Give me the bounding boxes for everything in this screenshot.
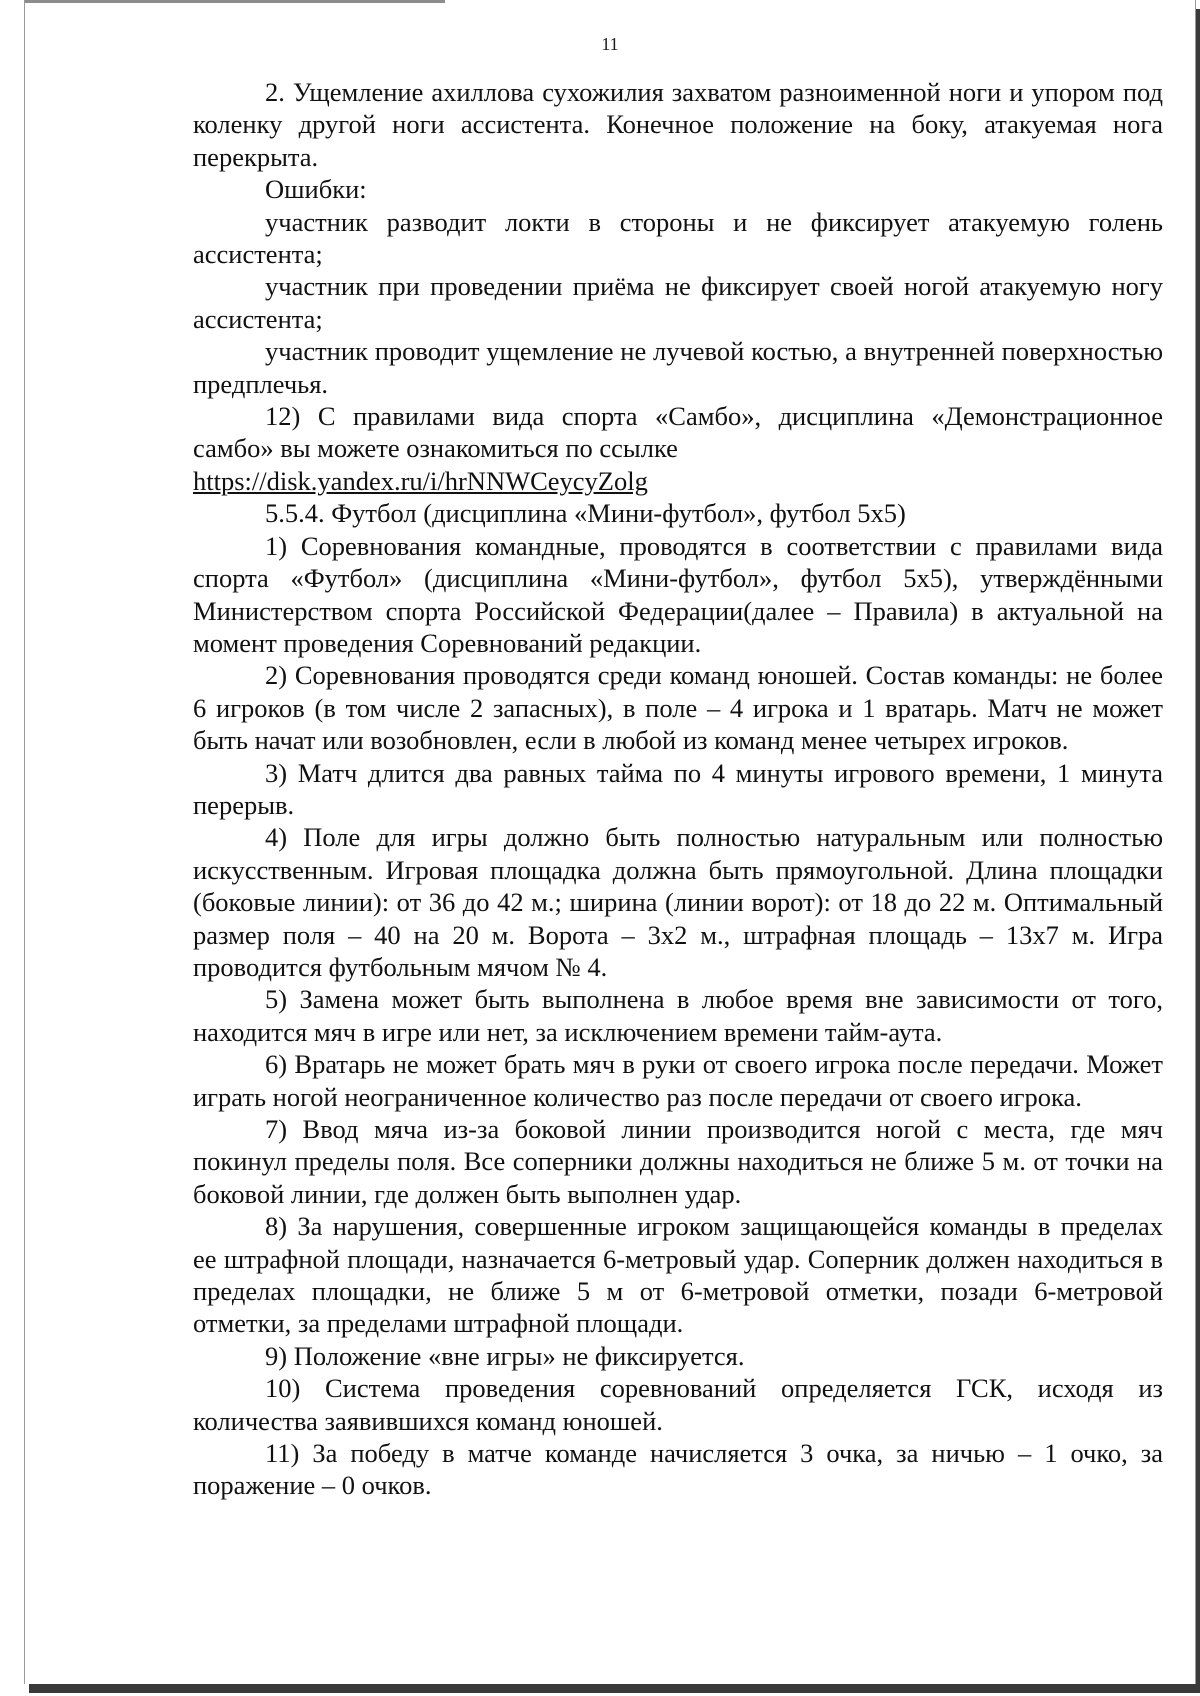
link-line (193, 465, 1163, 497)
page-top-edge (25, 0, 445, 3)
paragraph: 5) Замена может быть выполнена в любое время вне зависимости от того, находится мяч в игре или нет, за исключением времени тайм-аута. (193, 984, 1163, 1047)
paragraph: 7) Ввод мяча из-за боковой линии производится ногой с места, где мяч покинул пределы поля. Все соперники должны находиться не ближе 5 м. от точки на боковой линии, где должен быть выполнен удар. (193, 1114, 1163, 1209)
page-number: 11 (601, 34, 619, 54)
paragraph: Ошибки: (265, 174, 367, 205)
paragraph: 6) Вратарь не может брать мяч в руки от своего игрока после передачи. Может играть ногой неограниченное количество раз после передачи от своего игрока. (193, 1049, 1163, 1112)
section-heading: 5.5.4. Футбол (дисциплина «Мини-футбол», футбол 5х5) (265, 498, 906, 529)
document-page (24, 0, 1196, 1684)
paragraph: участник при проведении приёма не фиксирует своей ногой атакуемую ногу ассистента; (193, 271, 1163, 334)
paragraph: 9) Положение «вне игры» не фиксируется. (265, 1340, 745, 1371)
paragraph: участник проводит ущемление не лучевой костью, а внутренней поверхностью предплечья. (193, 336, 1163, 399)
paragraph: 1) Соревнования командные, проводятся в соответствии с правилами вида спорта «Футбол» (дисциплина «Мини-футбол», футбол 5х5), утверждёнными Министерством спорта Российской Федерации(далее – Правила) в актуальной на момент проведения Соревнований редакции. (193, 530, 1163, 658)
paragraph: 11) За победу в матче команде начисляется 3 очка, за ничью – 1 очко, за поражение – 0 очков. (193, 1438, 1163, 1501)
document-body (193, 76, 1163, 1502)
paragraph: 2) Соревнования проводятся среди команд юношей. Состав команды: не более 6 игроков (в том числе 2 запасных), в поле – 4 игрока и 1 вратарь. Матч не может быть начат или возобновлен, если в любой из команд менее четырех игроков. (193, 660, 1163, 756)
paragraph: 3) Матч длится два равных тайма по 4 минуты игрового времени, 1 минута перерыв. (193, 757, 1163, 820)
paragraph: 10) Система проведения соревнований определяется ГСК, исходя из количества заявившихся команд юношей. (193, 1373, 1163, 1436)
paragraph: 2. Ущемление ахиллова сухожилия захватом разноименной ноги и упором под коленку другой ноги ассистента. Конечное положение на боку, атакуемая нога перекрыта. (193, 77, 1163, 172)
paragraph: участник разводит локти в стороны и не фиксирует атакуемую голень ассистента; (193, 206, 1163, 270)
sambo-rules-link[interactable]: https://disk.yandex.ru/i/hrNNWCeycyZolg (193, 465, 648, 496)
paragraph: 4) Поле для игры должно быть полностью натуральным или полностью искусственным. Игровая площадка должна быть прямоугольной. Длина площадки (боковые линии): от 36 до 42 м.; ширина (линии ворот): от 18 до 22 м. Оптимальный размер поля – 40 на 20 м. Ворота – 3х2 м., штрафная площадь – 13х7 м. Игра проводится футбольным мячом № 4. (193, 822, 1163, 982)
paragraph: 8) За нарушения, совершенные игроком защищающейся команды в пределах ее штрафной площади, назначается 6-метровый удар. Соперник должен находиться в пределах площадки, не ближе 5 м от 6-метровой отметки, позади 6-метровой отметки, за пределами штрафной площади. (193, 1211, 1163, 1339)
paragraph: 12) С правилами вида спорта «Самбо», дисциплина «Демонстрационное самбо» вы можете ознакомиться по ссылке (193, 401, 1163, 464)
